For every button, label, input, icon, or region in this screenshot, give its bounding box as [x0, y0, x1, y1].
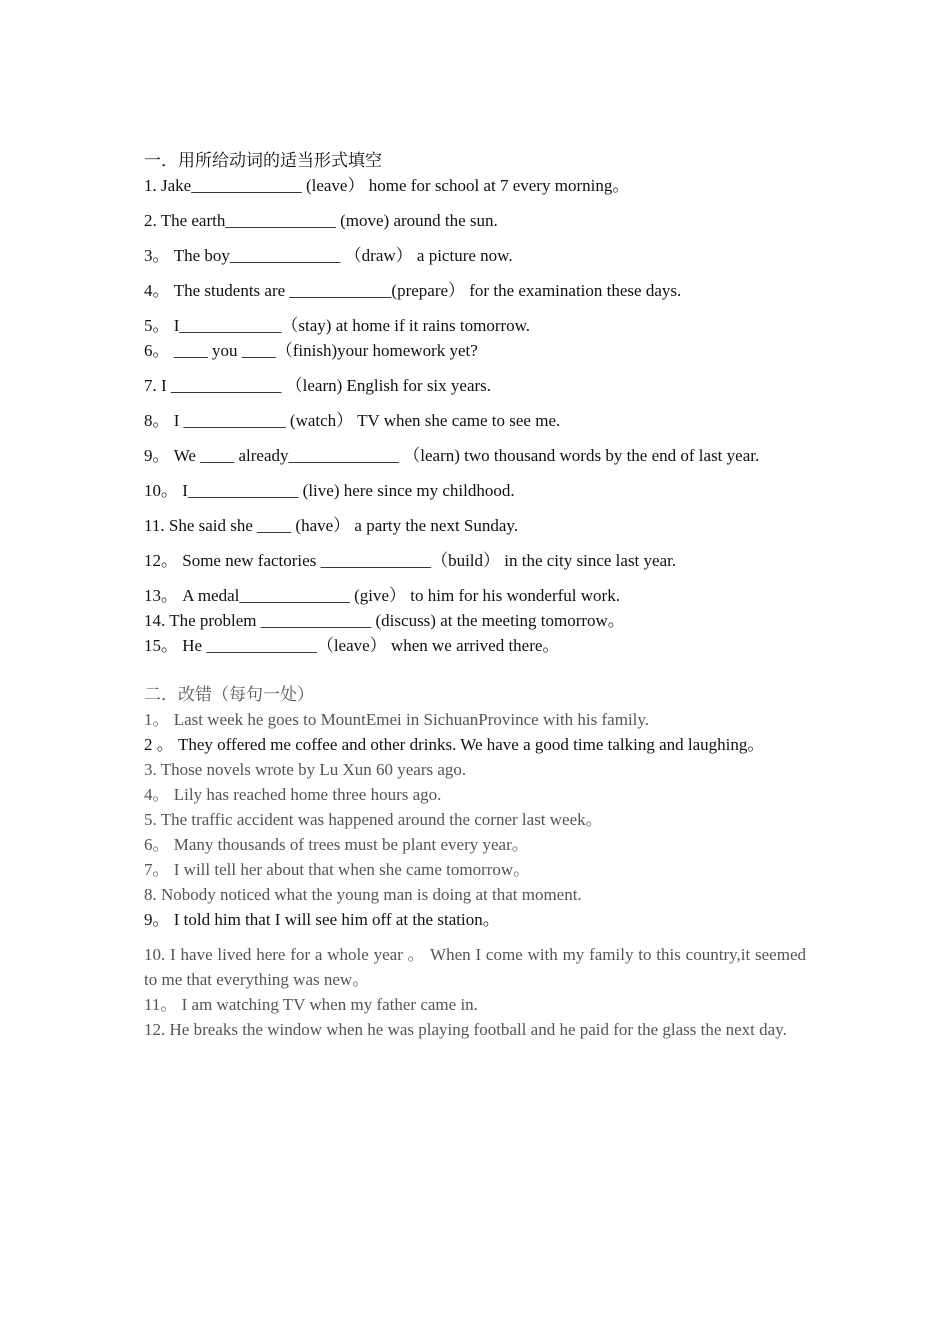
exercise-item-8: 8。 I ____________ (watch） TV when she came to see me. — [144, 411, 561, 430]
exercise-item-9: 9。 We ____ already_____________ （learn) two thousand words by the end of last year. — [144, 446, 760, 465]
correction-item-5: 5. The traffic accident was happened around the corner last week。 — [144, 810, 603, 829]
exercise-page — [144, 148, 806, 1042]
exercise-item-6: 6。 ____ you ____（finish)your homework yet? — [144, 341, 478, 360]
correction-item-12: 12. He breaks the window when he was playing football and he paid for the glass the next day. — [144, 1020, 787, 1039]
correction-item-7: 7。 I will tell her about that when she came tomorrow。 — [144, 860, 531, 879]
correction-item-9: 9。 I told him that I will see him off at the station。 — [144, 910, 500, 929]
correction-item-4: 4。 Lily has reached home three hours ago. — [144, 785, 442, 804]
correction-item-2: 2 。 They offered me coffee and other drinks. We have a good time talking and laughing。 — [144, 735, 765, 754]
correction-item-6: 6。 Many thousands of trees must be plant every year。 — [144, 835, 529, 854]
exercise-item-7: 7. I _____________ （learn) English for six years. — [144, 376, 492, 395]
exercise-item-14: 14. The problem _____________ (discuss) at the meeting tomorrow。 — [144, 611, 625, 630]
exercise-item-4: 4。 The students are ____________(prepare） for the examination these days. — [144, 281, 682, 300]
section2-title: 二．改错（每句一处） — [144, 685, 314, 704]
exercise-item-15: 15。 He _____________（leave） when we arrived there。 — [144, 636, 560, 655]
exercise-item-11: 11. She said she ____ (have） a party the next Sunday. — [144, 516, 519, 535]
correction-item-11: 11。 I am watching TV when my father came in. — [144, 995, 478, 1014]
correction-item-3: 3. Those novels wrote by Lu Xun 60 years ago. — [144, 760, 467, 779]
exercise-item-13: 13。 A medal_____________ (give） to him for his wonderful work. — [144, 586, 620, 605]
exercise-item-12: 12。 Some new factories _____________（build） in the city since last year. — [144, 551, 677, 570]
correction-item-8: 8. Nobody noticed what the young man is doing at that moment. — [144, 885, 582, 904]
exercise-item-5: 5。 I____________（stay) at home if it rains tomorrow. — [144, 316, 531, 335]
exercise-item-1: 1. Jake_____________ (leave） home for school at 7 every morning。 — [144, 176, 630, 195]
exercise-item-3: 3。 The boy_____________ （draw） a picture now. — [144, 246, 513, 265]
section1-title: 一．用所给动词的适当形式填空 — [144, 151, 382, 170]
correction-item-1: 1。 Last week he goes to MountEmei in SichuanProvince with his family. — [144, 710, 650, 729]
exercise-item-10: 10。 I_____________ (live) here since my childhood. — [144, 481, 515, 500]
exercise-item-2: 2. The earth_____________ (move) around the sun. — [144, 211, 498, 230]
correction-item-10: 10. I have lived here for a whole year 。 When I come with my family to this country,it seemed to me that everything was new。 — [144, 945, 806, 989]
